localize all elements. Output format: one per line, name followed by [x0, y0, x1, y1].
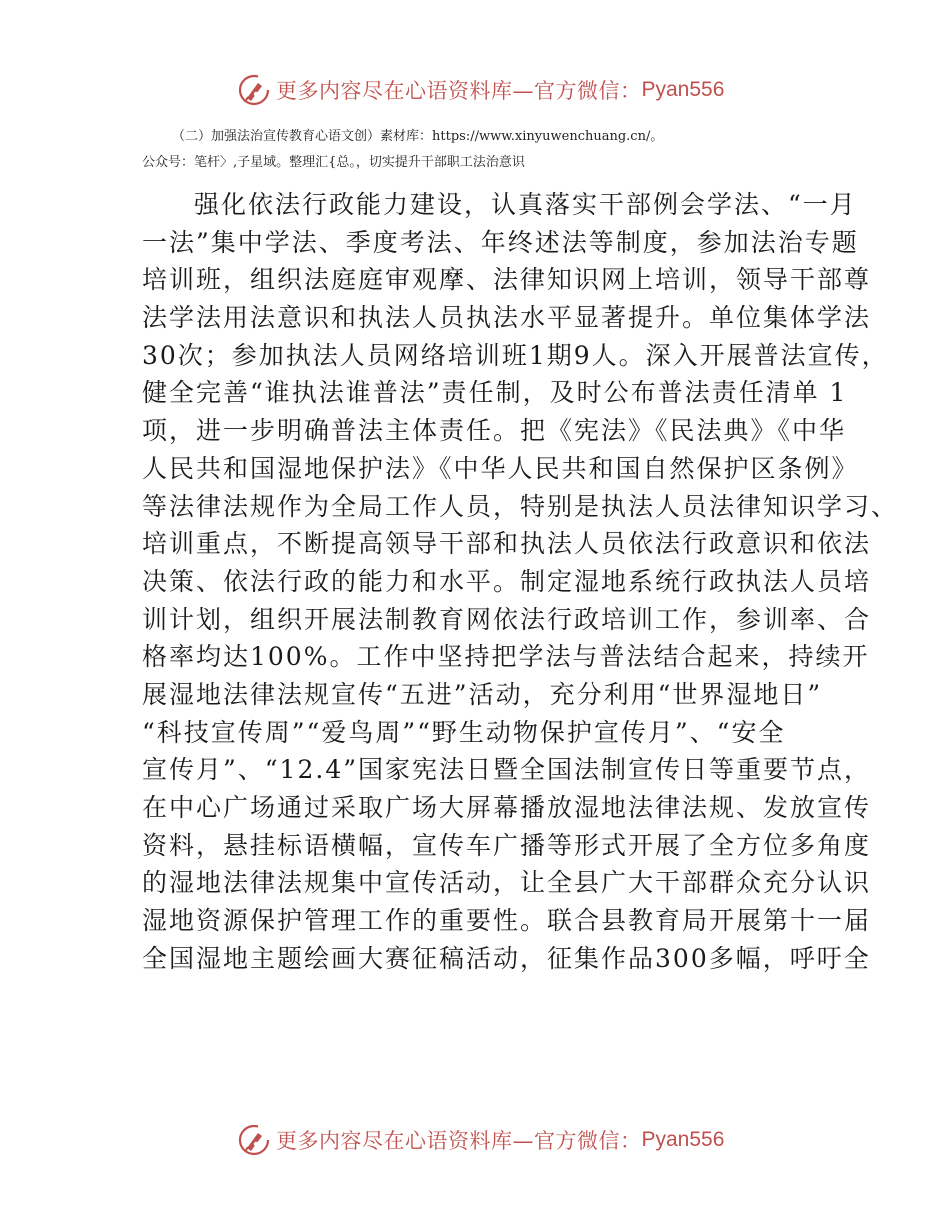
paragraph-line: 格率均达100%。工作中坚持把学法与普法结合起来，持续开 [142, 642, 870, 672]
paragraph-line: 展湿地法律法规宣传“五进”活动，充分利用“世界湿地日” [142, 679, 823, 709]
paragraph-line: 人民共和国湿地保护法》《中华人民共和国自然保护区条例》 [142, 453, 859, 483]
paragraph-line: 的湿地法律法规集中宣传活动，让全县广大干部群众充分认识 [142, 868, 872, 898]
footer-watermark-banner [236, 1120, 724, 1160]
source-note-line-1: （二）加强法治宣传教育心语文创）素材库：https://www.xinyuwenchuang.cn/。 [172, 129, 664, 144]
paragraph-line: 30次；参加执法人员网络培训班1期9人。深入开展普法宣传， [142, 340, 889, 370]
paragraph-line: 法学法用法意识和执法人员执法水平显著提升。单位集体学法 [142, 303, 872, 333]
source-note-line-2: 公众号：笔杆〉,子星域。整理汇{总。，切实提升干部职工法治意识 [142, 155, 525, 170]
paragraph-line: 在中心广场通过采取广场大屏幕播放湿地法律法规、发放宣传 [142, 793, 872, 822]
header-banner-text: 更多内容尽在心语资料库—官方微信： [276, 79, 642, 103]
header-banner-handle: Pyan556 [641, 78, 725, 101]
footer-banner-text: 更多内容尽在心语资料库—官方微信： [276, 1129, 642, 1153]
paragraph-line: 一法”集中学法、季度考法、年终述法等制度，参加法治专题 [142, 227, 859, 257]
paragraph-line: 培训班，组织法庭庭审观摩、法律知识网上培训，领导干部尊 [142, 265, 872, 295]
header-watermark-banner [236, 70, 724, 110]
paragraph-line: 湿地资源保护管理工作的重要性。联合县教育局开展第十一届 [142, 906, 872, 936]
pen-logo-icon [236, 72, 272, 108]
paragraph-line: 培训重点，不断提高领导干部和执法人员依法行政意识和依法 [142, 529, 872, 559]
source-note [142, 124, 932, 176]
paragraph-line: 项，进一步明确普法主体责任。把《宪法》《民法典》《中华 [142, 416, 847, 446]
paragraph-line: 全国湿地主题绘画大赛征稿活动，征集作品300多幅，呼吁全 [142, 943, 871, 973]
paragraph-line: 宣传月”、“12.4”国家宪法日暨全国法制宣传日等重要节点， [142, 755, 872, 785]
paragraph-line: 决策、依法行政的能力和水平。制定湿地系统行政执法人员培 [142, 566, 872, 596]
paragraph-line: 训计划，组织开展法制教育网依法行政培训工作，参训率、合 [142, 604, 872, 634]
paragraph-line: 等法律法规作为全局工作人员，特别是执法人员法律知识学习、 [142, 491, 899, 521]
paragraph-line: 健全完善“谁执法谁普法”责任制，及时公布普法责任清单 1 [142, 378, 848, 408]
paragraph-line: “科技宣传周”“爱鸟周”“野生动物保护宣传月”、“安全 [142, 717, 786, 747]
pen-logo-icon [236, 1122, 272, 1158]
paragraph-line: 资料，悬挂标语横幅，宣传车广播等形式开展了全方位多角度 [142, 830, 872, 860]
body-paragraph [142, 186, 899, 977]
footer-banner-handle: Pyan556 [641, 1128, 725, 1151]
paragraph-line: 强化依法行政能力建设，认真落实干部例会学法、“一月 [194, 190, 857, 219]
